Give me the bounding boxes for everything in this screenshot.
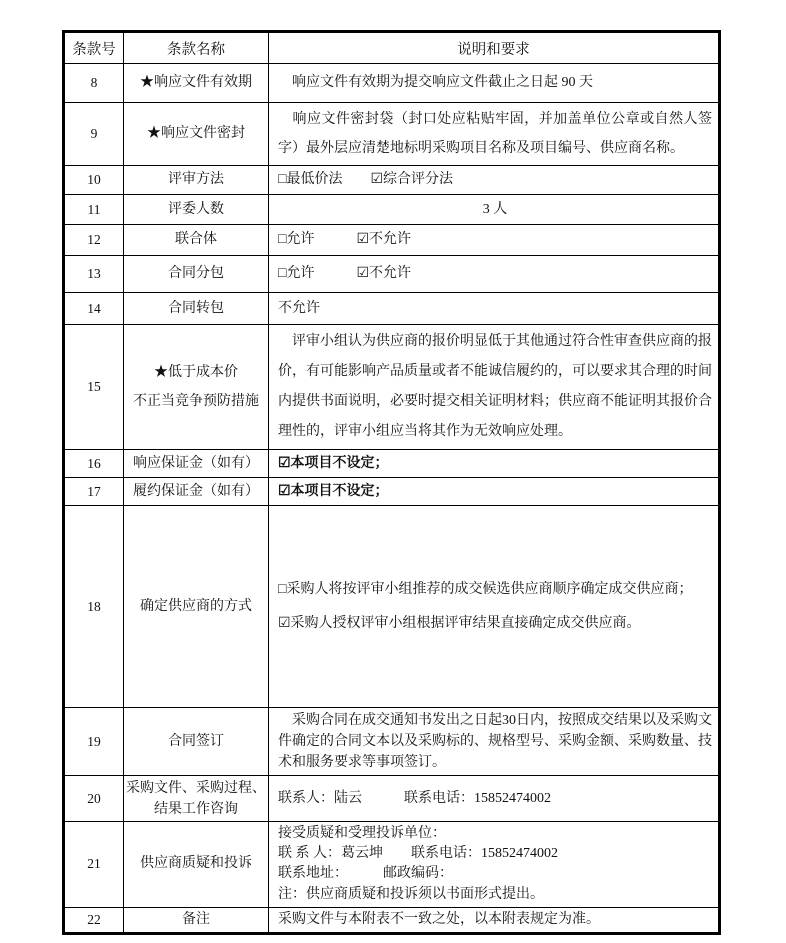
clause-description — [269, 325, 720, 450]
clause-name-line: ★响应文件有效期 — [140, 75, 252, 90]
clause-name — [124, 776, 269, 822]
clause-description — [269, 195, 720, 225]
clause-name — [124, 166, 269, 195]
description-line: ☑本项目不设定； — [278, 483, 389, 499]
clause-row-21 — [64, 822, 720, 908]
header-clause-name: 条款名称 — [124, 32, 269, 64]
clause-row-12 — [64, 225, 720, 256]
clause-row-19 — [64, 708, 720, 776]
clause-table — [62, 30, 721, 935]
clause-name — [124, 256, 269, 293]
clause-description — [269, 776, 720, 822]
clause-description — [269, 166, 720, 195]
clause-name — [124, 822, 269, 908]
clause-row-18 — [64, 506, 720, 708]
clause-name-line: 采购文件、采购过程、 — [126, 780, 266, 796]
description-line: 评审小组认为供应商的报价明显低于其他通过符合性审查供应商的报价，有可能影响产品质量或者不能诚信履约的，可以要求其合理的时间内提供书面说明，必要时提交相关证明材料；供应商不能证明其报价合理性的，评审小组应当将其作为无效响应处理。 — [278, 334, 712, 439]
clause-description — [269, 708, 720, 776]
clause-row-17 — [64, 478, 720, 506]
description-line: 不允许 — [278, 300, 320, 316]
clause-name-line: 履约保证金（如有） — [133, 483, 259, 499]
clause-name-line: 评委人数 — [168, 201, 224, 217]
clause-row-11 — [64, 195, 720, 225]
description-line: □采购人将按评审小组推荐的成交候选供应商顺序确定成交供应商； — [278, 581, 693, 597]
description-line: ☑本项目不设定； — [278, 455, 389, 471]
clause-name — [124, 64, 269, 103]
clause-row-20 — [64, 776, 720, 822]
clause-row-10 — [64, 166, 720, 195]
clause-table-body — [64, 64, 720, 934]
description-line: 响应文件有效期为提交响应文件截止之日起 90 天 — [278, 75, 593, 90]
description-line: 响应文件密封袋（封口处应粘贴牢固，并加盖单位公章或自然人签字）最外层应清楚地标明采购项目名称及项目编号、供应商名称。 — [278, 112, 712, 156]
clause-number: 21 — [64, 822, 124, 908]
clause-name-line: 合同签订 — [168, 733, 224, 749]
clause-name-line: 供应商质疑和投诉 — [140, 856, 252, 872]
clause-name — [124, 103, 269, 166]
clause-description — [269, 478, 720, 506]
header-description: 说明和要求 — [269, 32, 720, 64]
clause-row-22 — [64, 907, 720, 933]
clause-number: 8 — [64, 64, 124, 103]
clause-row-14 — [64, 293, 720, 325]
clause-row-8 — [64, 64, 720, 103]
description-line: □允许 ☑不允许 — [278, 266, 412, 281]
clause-name-line: 备注 — [182, 911, 210, 927]
clause-description — [269, 225, 720, 256]
description-line: 采购合同在成交通知书发出之日起30日内，按照成交结果以及采购文件确定的合同文本以及采购标的、规格型号、采购金额、采购数量、技术和服务要求等事项签订。 — [278, 713, 712, 770]
clause-name-line: 联合体 — [175, 232, 217, 247]
clause-name-line: 响应保证金（如有） — [133, 455, 259, 471]
clause-name — [124, 478, 269, 506]
clause-number: 9 — [64, 103, 124, 166]
clause-name — [124, 450, 269, 478]
description-line: 接受质疑和受理投诉单位： — [278, 826, 446, 841]
clause-number: 10 — [64, 166, 124, 195]
description-line: 注：供应商质疑和投诉须以书面形式提出。 — [278, 886, 544, 902]
description-line: □允许 ☑不允许 — [278, 232, 412, 247]
clause-name-line: 不正当竞争预防措施 — [133, 394, 259, 409]
clause-name-line: 确定供应商的方式 — [140, 598, 252, 614]
clause-description — [269, 293, 720, 325]
description-line: 联 系 人：葛云坤 联系电话：15852474002 — [278, 846, 558, 862]
description-line: ☑采购人授权评审小组根据评审结果直接确定成交供应商。 — [278, 615, 641, 631]
clause-number: 12 — [64, 225, 124, 256]
clause-number: 16 — [64, 450, 124, 478]
clause-number: 22 — [64, 907, 124, 933]
clause-name — [124, 708, 269, 776]
clause-number: 13 — [64, 256, 124, 293]
clause-description — [269, 907, 720, 933]
clause-description — [269, 822, 720, 908]
clause-number: 19 — [64, 708, 124, 776]
clause-description — [269, 450, 720, 478]
clause-name-line: 合同分包 — [168, 266, 224, 281]
clause-name-line: 评审方法 — [168, 172, 224, 187]
description-line: 联系人：陆云 联系电话：15852474002 — [278, 790, 551, 806]
clause-description — [269, 64, 720, 103]
description-line: 3 人 — [482, 201, 508, 217]
clause-row-13 — [64, 256, 720, 293]
clause-name-line: 结果工作咨询 — [154, 801, 238, 817]
clause-description — [269, 256, 720, 293]
description-line: 采购文件与本附表不一致之处，以本附表规定为准。 — [278, 911, 600, 927]
description-line: 联系地址： 邮政编码： — [278, 866, 453, 882]
clause-description — [269, 506, 720, 708]
clause-number: 17 — [64, 478, 124, 506]
clause-number: 18 — [64, 506, 124, 708]
clause-number: 15 — [64, 325, 124, 450]
clause-name — [124, 325, 269, 450]
clause-row-9 — [64, 103, 720, 166]
clause-row-16 — [64, 450, 720, 478]
clause-name-line: 合同转包 — [168, 300, 224, 316]
clause-number: 11 — [64, 195, 124, 225]
clause-name — [124, 225, 269, 256]
clause-name — [124, 293, 269, 325]
clause-name — [124, 195, 269, 225]
clause-name-line: ★响应文件密封 — [147, 126, 245, 141]
clause-row-15 — [64, 325, 720, 450]
clause-number: 20 — [64, 776, 124, 822]
description-line: □最低价法 ☑综合评分法 — [278, 172, 454, 187]
clause-name — [124, 506, 269, 708]
clause-name — [124, 907, 269, 933]
header-clause-number: 条款号 — [64, 32, 124, 64]
table-header-row — [64, 32, 720, 64]
clause-description — [269, 103, 720, 166]
clause-name-line: ★低于成本价 — [154, 365, 238, 380]
clause-number: 14 — [64, 293, 124, 325]
